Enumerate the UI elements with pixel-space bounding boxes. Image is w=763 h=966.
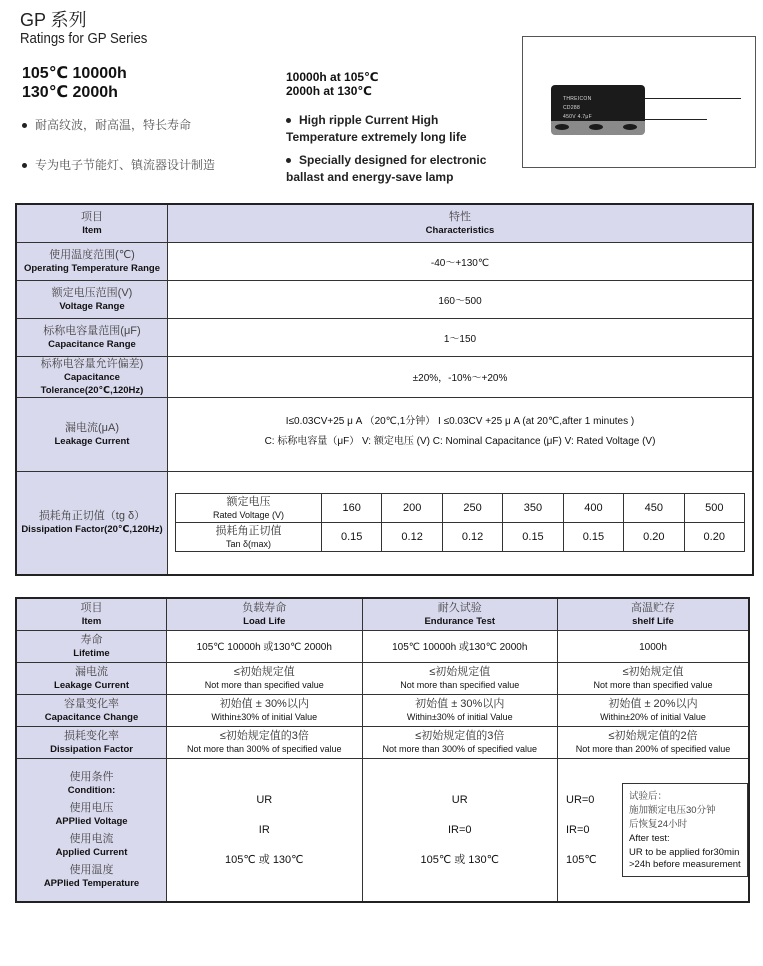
header-shelf-life <box>558 598 750 630</box>
header-item-cn: 项目 <box>81 210 103 223</box>
row-value <box>558 662 750 694</box>
condition-voltage: UR <box>256 793 273 806</box>
value-cn: ≤初始规定值的3倍 <box>219 729 309 742</box>
table-row <box>16 726 749 758</box>
row-value <box>362 662 558 694</box>
rated-voltage-label-en: Rated Voltage (V) <box>212 509 285 520</box>
header-en: Endurance Test <box>424 615 496 627</box>
conditions-label <box>16 758 167 902</box>
row-value <box>558 726 750 758</box>
life-rating-line: 2000h at 130℃ <box>286 84 372 98</box>
table-row <box>16 662 749 694</box>
row-label <box>16 280 168 318</box>
row-label <box>16 356 168 397</box>
feature-text: Specially designed for electronic ballast and energy-save lamp <box>286 153 487 184</box>
condition-temperature: 105℃ 或 130℃ <box>225 853 304 866</box>
value-cn: ≤初始规定值的2倍 <box>608 729 698 742</box>
condition-current: IR <box>258 823 270 836</box>
capacitor-label <box>563 95 643 122</box>
value-en: Within±30% of initial Value <box>406 711 513 722</box>
tan-delta-value: 0.15 <box>503 523 563 552</box>
condition-label-en: APPlied Voltage <box>55 815 128 827</box>
capacitor-brand: THREICON <box>563 96 592 102</box>
rated-voltage-value: 500 <box>684 494 744 523</box>
rated-voltage-value: 400 <box>563 494 623 523</box>
series-title-cn: GP 系列 <box>20 10 87 30</box>
header-en: Item <box>81 615 102 627</box>
condition-label-en: Condition: <box>67 784 116 796</box>
life-rating-line: 130℃ 2000h <box>22 84 118 101</box>
series-title-en: Ratings for GP Series <box>20 30 148 47</box>
row-value <box>362 694 558 726</box>
table-row <box>16 356 753 397</box>
feature-en-2 <box>286 152 506 186</box>
row-value: 160～500 <box>168 280 754 318</box>
row-label <box>16 397 168 471</box>
table-row <box>16 318 753 356</box>
rated-voltage-value: 250 <box>442 494 502 523</box>
tan-delta-label-en: Tan δ(max) <box>225 538 272 549</box>
value-en: Not more than 300% of specified value <box>186 743 342 754</box>
row-label-cn: 损耗角正切值（tg δ） <box>38 510 146 523</box>
leakage-formula-line: C: 标称电容量（μF） V: 额定电压 (V) C: Nominal Capacitance (μF) V: Rated Voltage (V) <box>264 435 656 447</box>
leakage-formula <box>168 397 754 471</box>
row-label-cn: 损耗变化率 <box>64 729 120 742</box>
capacitor-lead <box>645 98 741 99</box>
dissipation-cell <box>168 471 754 575</box>
value-cn: ≤初始规定值 <box>622 665 684 678</box>
conditions-endurance <box>362 758 558 902</box>
value-en: Not more than 200% of specified value <box>575 743 731 754</box>
condition-current: IR=0 <box>447 823 472 836</box>
row-label <box>16 694 167 726</box>
row-label-en: Dissipation Factor(20℃,120Hz) <box>21 524 163 536</box>
table-row <box>16 280 753 318</box>
rated-voltage-value: 200 <box>382 494 442 523</box>
condition-label-cn: 使用电压 <box>69 801 114 814</box>
tan-delta-label <box>176 523 322 552</box>
row-label-en: Lifetime <box>73 647 110 659</box>
life-rating-en <box>286 70 379 98</box>
value-en: Within±30% of initial Value <box>211 711 318 722</box>
row-label-cn: 标称电容量允许偏差) <box>40 357 144 370</box>
value-text: 1000h <box>639 642 667 653</box>
row-value: ±20%，-10%～+20% <box>168 356 754 397</box>
header-cn: 负载寿命 <box>242 601 287 614</box>
condition-voltage: UR <box>451 793 468 806</box>
row-label-en: Capacitance Range <box>48 338 136 350</box>
value-cn: ≤初始规定值 <box>429 665 491 678</box>
table-row <box>16 694 749 726</box>
rated-voltage-label-cn: 额定电压 <box>226 495 271 508</box>
row-label-cn: 标称电容量范围(μF) <box>43 324 141 337</box>
value-cn: 初始值 ± 30%以内 <box>219 697 309 710</box>
row-label-cn: 使用温度范围(℃) <box>49 248 135 261</box>
table-row-leakage <box>16 397 753 471</box>
bullet-icon <box>22 123 27 128</box>
conditions-shelf <box>558 758 750 902</box>
row-label-en: Dissipation Factor <box>50 743 133 755</box>
row-label <box>16 630 167 662</box>
bullet-icon <box>286 118 291 123</box>
life-rating-line: 10000h at 105℃ <box>286 70 379 84</box>
table-row <box>16 630 749 662</box>
condition-temperature: 105℃ 或 130℃ <box>420 853 500 866</box>
header-characteristics <box>168 204 754 242</box>
row-label-en: Leakage Current <box>54 435 130 447</box>
condition-label-cn: 使用电流 <box>69 832 114 845</box>
header-char-en: Characteristics <box>425 224 495 236</box>
row-value <box>362 630 558 662</box>
capacitor-rating: 450V 4.7μF <box>563 114 592 120</box>
feature-cn-2 <box>22 156 215 173</box>
value-en: Not more than 300% of specified value <box>382 743 538 754</box>
header-load-life <box>167 598 362 630</box>
capacitor-sleeve <box>551 121 645 135</box>
table-header-row <box>16 204 753 242</box>
header-en: Load Life <box>243 615 286 627</box>
tan-delta-value: 0.12 <box>442 523 502 552</box>
rated-voltage-label <box>176 494 322 523</box>
tan-delta-label-cn: 损耗角正切值 <box>215 524 282 537</box>
after-test-note <box>622 783 748 877</box>
value-en: Not more than specified value <box>593 679 713 690</box>
bullet-icon <box>22 163 27 168</box>
row-label-cn: 寿命 <box>80 633 103 646</box>
row-value <box>558 630 750 662</box>
life-rating-cn <box>22 64 127 102</box>
rated-voltage-value: 350 <box>503 494 563 523</box>
row-label-cn: 容量变化率 <box>64 697 120 710</box>
note-line: 试验后： <box>629 790 668 802</box>
value-en: Not more than specified value <box>400 679 520 690</box>
value-cn: ≤初始规定值的3倍 <box>415 729 505 742</box>
header-en: shelf Life <box>632 615 674 627</box>
row-label <box>16 318 168 356</box>
tan-delta-value: 0.15 <box>322 523 382 552</box>
life-test-table <box>15 597 750 903</box>
condition-label-cn: 使用温度 <box>69 863 114 876</box>
value-text: 105℃ 10000h 或130℃ 2000h <box>196 642 332 653</box>
row-value: -40～+130℃ <box>168 242 754 280</box>
note-line: After test: <box>629 832 670 844</box>
header-item <box>16 204 168 242</box>
tan-delta-value: 0.20 <box>684 523 744 552</box>
feature-en-1 <box>286 112 506 146</box>
row-label-cn: 漏电流 <box>75 665 109 678</box>
condition-label-cn: 使用条件 <box>69 770 114 783</box>
product-photo <box>522 36 756 168</box>
rated-voltage-value: 450 <box>624 494 684 523</box>
value-en: Not more than specified value <box>204 679 324 690</box>
row-label-en: Voltage Range <box>59 300 125 312</box>
row-value: 1～150 <box>168 318 754 356</box>
leakage-formula-line: I≤0.03CV+25 μ A （20℃,1分钟） I ≤0.03CV +25 μ A (at 20℃,after 1 minutes ) <box>285 415 635 427</box>
condition-current: IR=0 <box>566 823 590 836</box>
note-line: 后恢复24小时 <box>629 818 688 830</box>
tan-delta-row <box>176 523 745 552</box>
table-row-dissipation <box>16 471 753 575</box>
feature-text: 专为电子节能灯、镇流器设计制造 <box>35 158 216 172</box>
row-label <box>16 242 168 280</box>
rated-voltage-value: 160 <box>322 494 382 523</box>
note-line: >24h before measurement <box>629 858 741 870</box>
row-label-en: Leakage Current <box>54 679 129 691</box>
note-line: 施加额定电压30分钟 <box>629 804 716 816</box>
row-value <box>167 694 362 726</box>
value-cn: 初始值 ± 30%以内 <box>415 697 505 710</box>
condition-voltage: UR=0 <box>566 793 595 806</box>
condition-label-en: APPlied Temperature <box>43 877 140 889</box>
header-endurance-test <box>362 598 558 630</box>
row-label <box>16 726 167 758</box>
header-item-en: Item <box>82 224 102 236</box>
header-item <box>16 598 167 630</box>
row-label-en: Capacitance Change <box>44 711 139 723</box>
value-cn: 初始值 ± 20%以内 <box>608 697 698 710</box>
header-cn: 高温贮存 <box>631 601 675 614</box>
characteristics-table <box>15 203 754 576</box>
condition-temperature: 105℃ <box>566 853 597 866</box>
note-line: UR to be applied for30min <box>629 846 740 858</box>
capacitor-lead <box>645 119 707 120</box>
conditions-load-life <box>167 758 362 902</box>
row-label-cn: 额定电压范围(V) <box>51 286 133 299</box>
table-header-row <box>16 598 749 630</box>
condition-label-en: Applied Current <box>55 846 128 858</box>
header-cn: 耐久试验 <box>437 601 482 614</box>
row-label-en: Operating Temperature Range <box>23 262 161 274</box>
capacitor-code: CD288 <box>563 105 581 111</box>
value-cn: ≤初始规定值 <box>233 665 295 678</box>
rated-voltage-row <box>176 494 745 523</box>
row-label <box>16 471 168 575</box>
tan-delta-value: 0.12 <box>382 523 442 552</box>
row-label <box>16 662 167 694</box>
dissipation-table <box>175 493 745 552</box>
value-en: Within±20% of initial Value <box>600 711 706 722</box>
row-label-en: Capacitance Tolerance(20℃,120Hz) <box>40 371 144 396</box>
tan-delta-value: 0.20 <box>624 523 684 552</box>
row-label-cn: 漏电流(μA) <box>64 421 119 434</box>
conditions-row <box>16 758 749 902</box>
row-value <box>167 726 362 758</box>
table-row <box>16 242 753 280</box>
header-char-cn: 特性 <box>449 210 471 223</box>
tan-delta-value: 0.15 <box>563 523 623 552</box>
row-value <box>167 662 362 694</box>
feature-text: 耐高纹波，耐高温，特长寿命 <box>35 118 192 132</box>
life-rating-line: 105℃ 10000h <box>22 65 127 82</box>
row-value <box>362 726 558 758</box>
feature-text: High ripple Current High Temperature extremely long life <box>286 113 467 144</box>
row-value <box>167 630 362 662</box>
bullet-icon <box>286 158 291 163</box>
row-value <box>558 694 750 726</box>
value-text: 105℃ 10000h 或130℃ 2000h <box>392 642 528 653</box>
header-cn: 项目 <box>80 601 103 614</box>
feature-cn-1 <box>22 116 191 133</box>
